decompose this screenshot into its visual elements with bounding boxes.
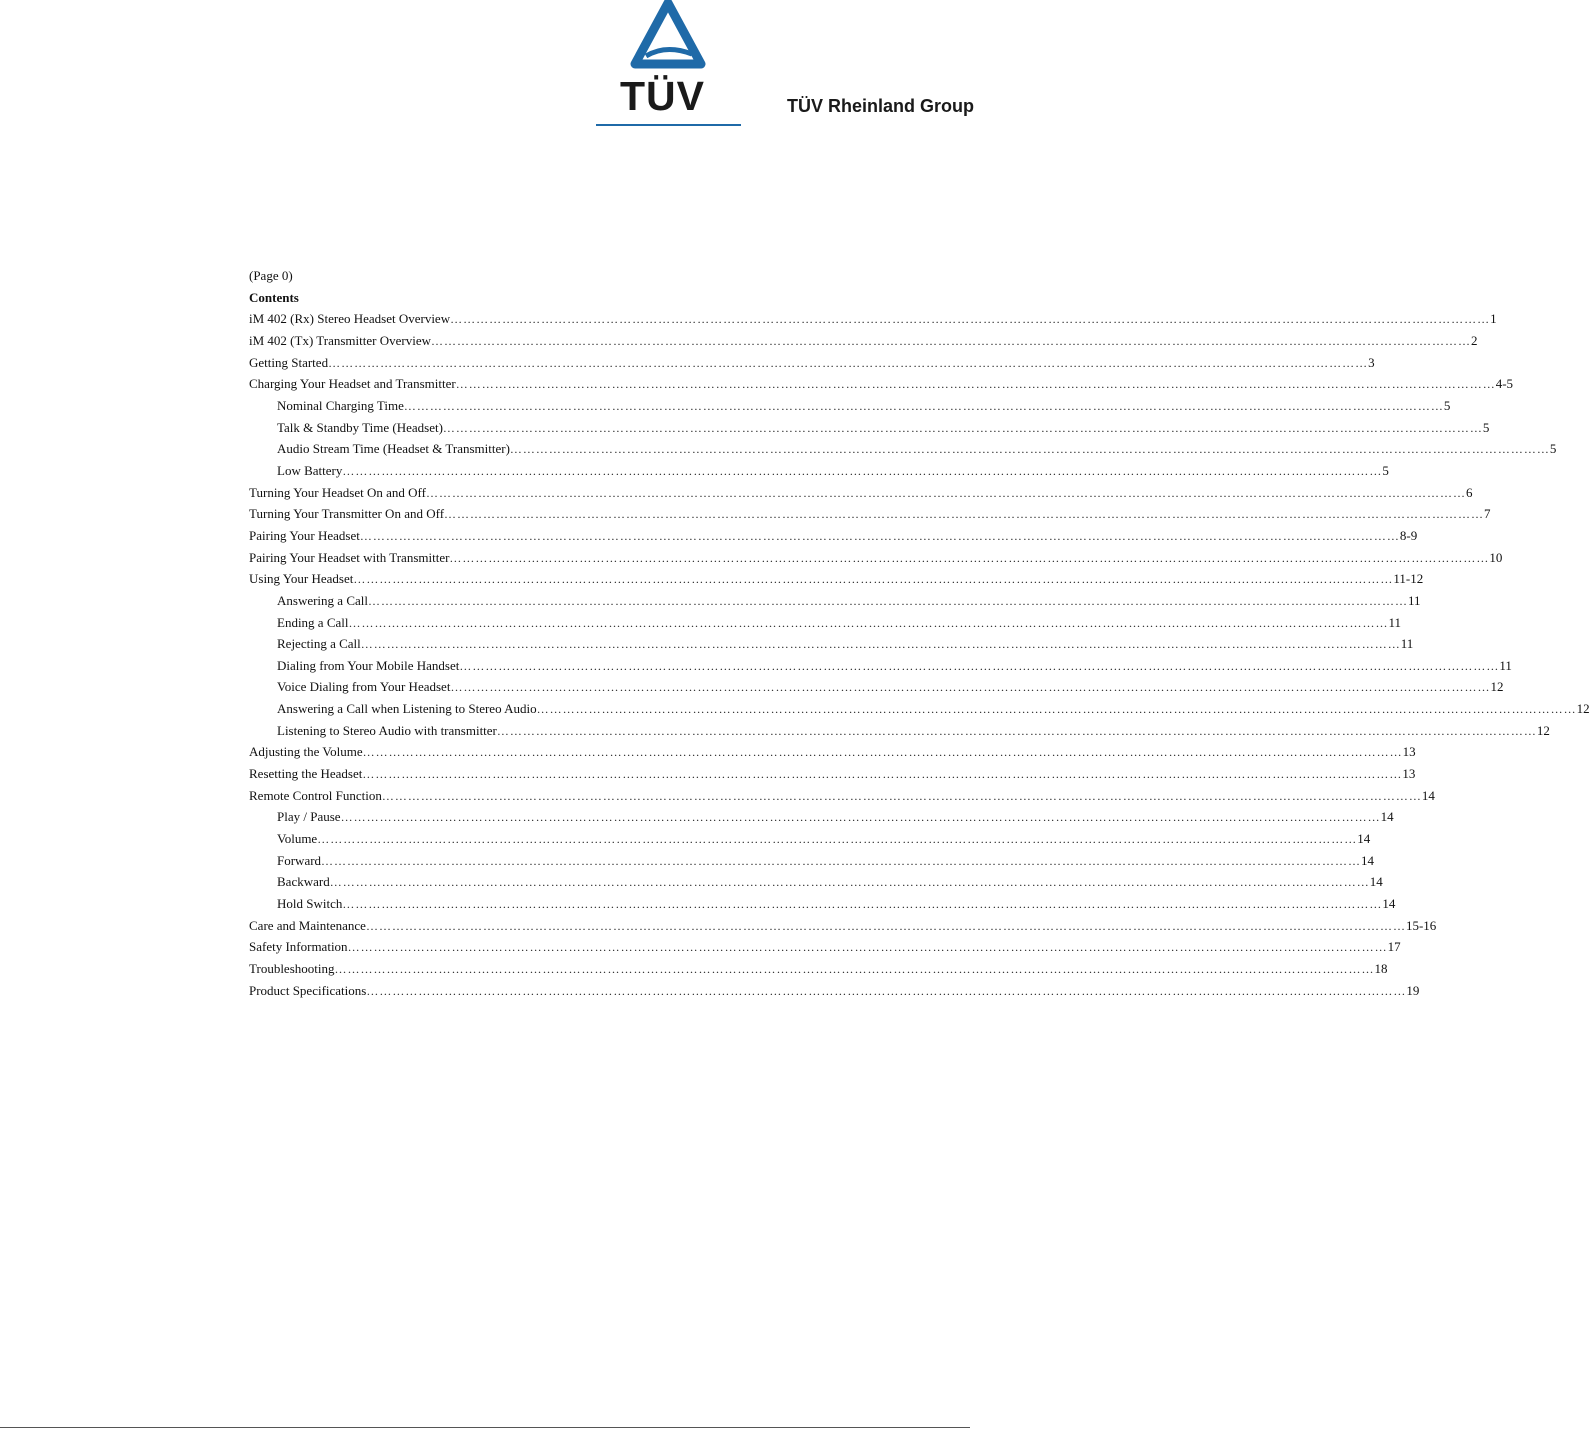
toc-entry	[249, 568, 1424, 590]
toc-entry-title: Rejecting a Call	[277, 636, 361, 652]
toc-entry-page: 11-12	[1393, 571, 1424, 587]
toc-entry-title: Charging Your Headset and Transmitter	[249, 376, 456, 392]
toc-entry	[249, 850, 1375, 872]
toc-leader-dots: ……………………………………………………………………………………………………………………………………………………………………………………………………………………	[444, 507, 1485, 522]
toc-entry-page: 12	[1576, 701, 1590, 717]
toc-entry	[249, 893, 1396, 915]
toc-leader-dots: ……………………………………………………………………………………………………………………………………………………………………………………………………………………	[342, 897, 1383, 912]
toc-leader-dots: ……………………………………………………………………………………………………………………………………………………………………………………………………………………	[425, 485, 1466, 500]
toc-entries	[249, 308, 1590, 1001]
toc-entry-page: 11	[1407, 592, 1421, 608]
toc-leader-dots: ……………………………………………………………………………………………………………………………………………………………………………………………………………………	[381, 788, 1422, 803]
toc-entry	[249, 980, 1420, 1002]
toc-entry-title: Voice Dialing from Your Headset	[277, 679, 451, 695]
toc-entry-title: Pairing Your Headset with Transmitter	[249, 549, 450, 565]
toc-entry-page: 14	[1382, 896, 1396, 912]
toc-entry-title: Talk & Standby Time (Headset)	[277, 419, 443, 435]
toc-leader-dots: ……………………………………………………………………………………………………………………………………………………………………………………………………………………	[359, 528, 1400, 543]
toc-entry	[249, 330, 1478, 352]
toc-entry-page: 11	[1400, 636, 1414, 652]
toc-entry	[249, 373, 1514, 395]
toc-entry-page: 5	[1549, 441, 1557, 457]
toc-entry-title: iM 402 (Tx) Transmitter Overview	[249, 332, 431, 348]
toc-entry-page: 12	[1490, 679, 1504, 695]
toc-entry-title: Volume	[277, 831, 318, 847]
toc-leader-dots: ……………………………………………………………………………………………………………………………………………………………………………………………………………………	[353, 572, 1394, 587]
toc-leader-dots: ……………………………………………………………………………………………………………………………………………………………………………………………………………………	[365, 918, 1406, 933]
toc-entry-title: Dialing from Your Mobile Handset	[277, 657, 460, 673]
toc-entry-page: 13	[1402, 766, 1416, 782]
toc-entry-title: Hold Switch	[277, 896, 343, 912]
toc-entry-title: Low Battery	[277, 462, 343, 478]
page-label: (Page 0)	[249, 268, 293, 283]
logo-underline	[596, 124, 741, 126]
toc-entry-title: Audio Stream Time (Headset & Transmitter)	[277, 441, 510, 457]
toc-entry-page: 14	[1361, 852, 1375, 868]
toc-entry	[249, 720, 1550, 742]
toc-entry-page: 15-16	[1405, 917, 1437, 933]
toc-entry	[249, 806, 1394, 828]
toc-entry-page: 8-9	[1399, 527, 1418, 543]
tuv-triangle-icon	[596, 0, 742, 80]
toc-entry-page: 14	[1421, 787, 1435, 803]
toc-entry-page: 11	[1388, 614, 1402, 630]
toc-entry-title: Nominal Charging Time	[277, 397, 404, 413]
toc-entry	[249, 871, 1383, 893]
toc-entry	[249, 958, 1388, 980]
toc-entry	[249, 915, 1437, 937]
toc-entry-title: iM 402 (Rx) Stereo Headset Overview	[249, 311, 451, 327]
toc-leader-dots: ……………………………………………………………………………………………………………………………………………………………………………………………………………………	[334, 962, 1375, 976]
toc-entry-title: Getting Started	[249, 354, 329, 370]
toc-entry-page: 14	[1380, 809, 1394, 825]
toc-entry-title: Troubleshooting	[249, 961, 335, 976]
toc-entry-title: Play / Pause	[277, 809, 341, 825]
toc-entry-page: 18	[1374, 961, 1388, 976]
toc-leader-dots: ……………………………………………………………………………………………………………………………………………………………………………………………………………………	[362, 745, 1403, 760]
toc-entry	[249, 612, 1402, 634]
toc-entry-page: 14	[1369, 874, 1383, 890]
toc-entry	[249, 936, 1401, 958]
toc-entry-title: Adjusting the Volume	[249, 744, 363, 760]
toc-leader-dots: ……………………………………………………………………………………………………………………………………………………………………………………………………………………	[536, 702, 1577, 717]
toc-leader-dots: ……………………………………………………………………………………………………………………………………………………………………………………………………………………	[329, 875, 1370, 890]
toc-leader-dots: ……………………………………………………………………………………………………………………………………………………………………………………………………………………	[403, 398, 1444, 413]
toc-entry-page: 5	[1443, 397, 1451, 413]
toc-entry	[249, 525, 1418, 547]
toc-entry	[249, 655, 1512, 677]
toc-leader-dots: ……………………………………………………………………………………………………………………………………………………………………………………………………………………	[367, 593, 1408, 608]
toc-entry-title: Safety Information	[249, 939, 348, 955]
toc-entry	[249, 698, 1590, 720]
toc-entry-title: Answering a Call when Listening to Stereo Audio	[277, 701, 537, 717]
toc-entry-title: Ending a Call	[277, 614, 349, 630]
logo-wordmark: TÜV	[620, 73, 705, 119]
tuv-logo	[596, 0, 742, 128]
toc-entry-page: 5	[1382, 462, 1389, 478]
toc-entry-page: 7	[1484, 506, 1491, 522]
toc-leader-dots: ……………………………………………………………………………………………………………………………………………………………………………………………………………………	[360, 637, 1401, 652]
toc-entry-title: Pairing Your Headset	[249, 527, 360, 543]
toc-leader-dots: ……………………………………………………………………………………………………………………………………………………………………………………………………………………	[340, 810, 1381, 825]
toc-entry-title: Resetting the Headset	[249, 766, 363, 782]
toc-entry-page: 1	[1490, 311, 1497, 327]
toc-entry	[249, 482, 1473, 504]
toc-entry-title: Answering a Call	[277, 592, 368, 608]
toc-entry	[249, 395, 1451, 417]
toc-leader-dots: ……………………………………………………………………………………………………………………………………………………………………………………………………………………	[430, 333, 1471, 348]
toc-entry	[249, 417, 1490, 439]
toc-leader-dots: ……………………………………………………………………………………………………………………………………………………………………………………………………………………	[449, 550, 1490, 565]
toc-entry-title: Care and Maintenance	[249, 917, 366, 933]
group-name: TÜV Rheinland Group	[787, 96, 974, 116]
toc-entry-page: 13	[1402, 744, 1416, 760]
toc-entry-page: 11	[1499, 657, 1512, 673]
toc-entry-page: 14	[1357, 831, 1371, 847]
toc-entry	[249, 741, 1416, 763]
toc-entry-title: Backward	[277, 874, 330, 890]
toc-entry-title: Listening to Stereo Audio with transmitter	[277, 722, 497, 738]
toc-leader-dots: ……………………………………………………………………………………………………………………………………………………………………………………………………………………	[342, 463, 1383, 478]
toc-entry	[249, 633, 1414, 655]
toc-leader-dots: ……………………………………………………………………………………………………………………………………………………………………………………………………………………	[442, 420, 1483, 435]
toc-entry	[249, 785, 1435, 807]
toc-leader-dots: ……………………………………………………………………………………………………………………………………………………………………………………………………………………	[496, 723, 1537, 738]
contents-heading: Contents	[249, 289, 299, 305]
toc-entry-title: Turning Your Headset On and Off	[249, 484, 426, 500]
toc-entry	[249, 547, 1503, 569]
toc-entry	[249, 590, 1421, 612]
toc-leader-dots: ……………………………………………………………………………………………………………………………………………………………………………………………………………………	[509, 442, 1550, 457]
table-of-contents	[249, 265, 1590, 1001]
toc-entry-title: Remote Control Function	[249, 787, 382, 803]
toc-entry-page: 4-5	[1495, 376, 1514, 392]
toc-leader-dots: ……………………………………………………………………………………………………………………………………………………………………………………………………………………	[366, 983, 1407, 998]
toc-leader-dots: ……………………………………………………………………………………………………………………………………………………………………………………………………………………	[347, 940, 1388, 955]
toc-entry-title: Product Specifications	[249, 982, 367, 998]
toc-entry	[249, 308, 1497, 330]
toc-entry-title: Using Your Headset	[249, 571, 354, 587]
toc-entry	[249, 503, 1491, 525]
toc-leader-dots: ……………………………………………………………………………………………………………………………………………………………………………………………………………………	[455, 377, 1496, 392]
toc-leader-dots: ……………………………………………………………………………………………………………………………………………………………………………………………………………………	[459, 658, 1500, 673]
toc-entry	[249, 763, 1416, 785]
toc-entry	[249, 438, 1557, 460]
toc-entry-page: 5	[1482, 419, 1490, 435]
toc-leader-dots: ……………………………………………………………………………………………………………………………………………………………………………………………………………………	[362, 767, 1403, 782]
toc-entry-page: 12	[1536, 722, 1550, 738]
toc-entry-page: 19	[1406, 982, 1420, 998]
toc-entry-page: 6	[1465, 484, 1473, 500]
toc-leader-dots: ……………………………………………………………………………………………………………………………………………………………………………………………………………………	[317, 832, 1358, 847]
toc-leader-dots: ……………………………………………………………………………………………………………………………………………………………………………………………………………………	[321, 853, 1362, 868]
toc-leader-dots: ……………………………………………………………………………………………………………………………………………………………………………………………………………………	[450, 680, 1491, 695]
toc-leader-dots: ……………………………………………………………………………………………………………………………………………………………………………………………………………………	[348, 615, 1389, 630]
toc-leader-dots: ……………………………………………………………………………………………………………………………………………………………………………………………………………………	[450, 312, 1491, 327]
toc-entry-title: Turning Your Transmitter On and Off	[249, 506, 445, 522]
toc-entry	[249, 676, 1504, 698]
toc-entry	[249, 460, 1389, 482]
toc-leader-dots: ……………………………………………………………………………………………………………………………………………………………………………………………………………………	[328, 355, 1369, 370]
toc-entry	[249, 828, 1371, 850]
toc-entry	[249, 352, 1375, 374]
toc-entry-page: 17	[1387, 939, 1401, 955]
toc-entry-page: 2	[1470, 332, 1478, 348]
footer-rule	[0, 1427, 970, 1428]
toc-entry-page: 3	[1368, 354, 1375, 370]
toc-entry-page: 10	[1489, 549, 1503, 565]
toc-entry-title: Forward	[277, 852, 322, 868]
